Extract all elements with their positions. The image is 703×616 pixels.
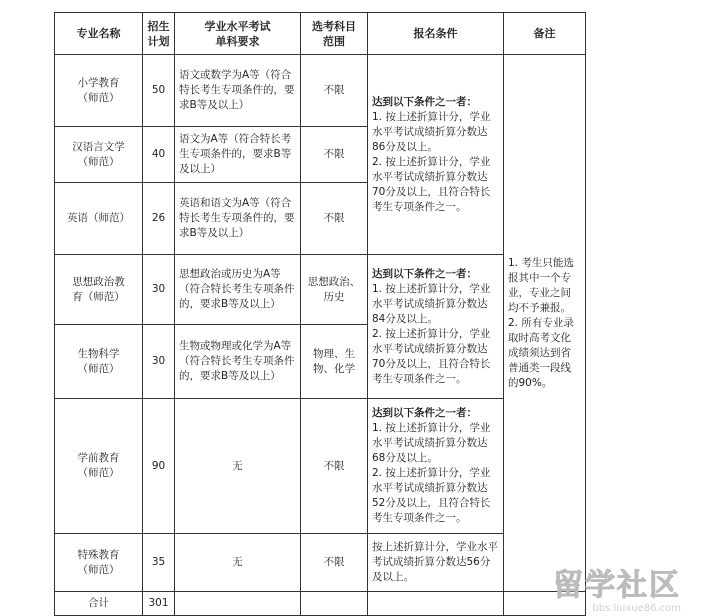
subject-scope: 思想政治、 历史 — [301, 255, 368, 325]
subject-scope: 不限 — [301, 399, 368, 534]
major-name: 汉语言文学 （师范） — [55, 127, 143, 183]
major-name: 特殊教育 （师范） — [55, 534, 143, 592]
major-name: 生物科学 （师范） — [55, 325, 143, 399]
condition-item: 2. 按上述折算计分，学业水平考试成绩折算分数达70分及以上，且符合特长考生专项条件之一。 — [372, 327, 491, 385]
condition-title: 达到以下条件之一者： — [372, 407, 477, 419]
admission-table — [54, 12, 586, 616]
plan-count: 90 — [143, 399, 175, 534]
header-notes: 备注 — [504, 13, 586, 55]
condition-title: 达到以下条件之一者： — [372, 267, 477, 280]
subject-requirement: 语文或数学为A等（符合特长考生专项条件的，要求B等及以上） — [175, 55, 301, 127]
plan-count: 50 — [143, 55, 175, 127]
subject-scope: 不限 — [301, 183, 368, 255]
plan-count: 35 — [143, 534, 175, 592]
subject-requirement: 英语和语文为A等（符合特长考生专项条件的，要求B等及以上） — [175, 183, 301, 255]
subject-requirement: 思想政治或历史为A等（符合特长考生专项条件的，要求B等及以上） — [175, 255, 301, 325]
header-scope: 选考科目 范围 — [301, 13, 368, 55]
subject-requirement: 无 — [175, 534, 301, 592]
major-name: 学前教育 （师范） — [55, 399, 143, 534]
watermark-text: 留学社区 — [553, 568, 681, 603]
header-requirement: 学业水平考试 单科要求 — [175, 13, 301, 55]
condition-item: 1. 按上述折算计分，学业水平考试成绩折算分数达84分及以上。 — [372, 282, 491, 325]
watermark-url: bbs.liuxue86.com — [592, 603, 681, 614]
plan-count: 30 — [143, 325, 175, 399]
total-row — [55, 592, 586, 616]
header-plan: 招生 计划 — [143, 13, 175, 55]
watermark — [529, 560, 699, 614]
plan-count: 26 — [143, 183, 175, 255]
condition-cell — [368, 255, 504, 399]
empty-cell — [175, 592, 301, 616]
condition-item: 1. 按上述折算计分，学业水平考试成绩折算分数达68分及以上。 — [372, 422, 491, 464]
subject-scope: 不限 — [301, 127, 368, 183]
subject-requirement: 语文为A等（符合特长考生专项条件的，要求B等及以上） — [175, 127, 301, 183]
subject-scope: 不限 — [301, 534, 368, 592]
empty-cell — [368, 592, 504, 616]
plan-count: 30 — [143, 255, 175, 325]
major-name: 英语（师范） — [55, 183, 143, 255]
condition-cell — [368, 55, 504, 255]
major-name: 思想政治教 育（师范） — [55, 255, 143, 325]
table-row — [55, 55, 586, 127]
plan-count: 40 — [143, 127, 175, 183]
note-item: 2. 所有专业录取时高考文化成绩须达到省普通类一段线的90%。 — [508, 316, 574, 389]
notes-cell — [504, 55, 586, 592]
subject-scope: 物理、生 物、化学 — [301, 325, 368, 399]
header-row — [55, 13, 586, 55]
major-name: 小学教育 （师范） — [55, 55, 143, 127]
header-major: 专业名称 — [55, 13, 143, 55]
condition-title: 达到以下条件之一者： — [372, 95, 477, 108]
condition-item: 2. 按上述折算计分，学业水平考试成绩折算分数达52分及以上，且符合特长考生专项条件之一。 — [372, 467, 491, 524]
note-item: 1. 考生只能选报其中一个专业，专业之间均不予兼报。 — [508, 256, 574, 314]
condition-item: 按上述折算计分，学业水平考试成绩折算分数达56分及以上。 — [372, 541, 498, 583]
subject-scope: 不限 — [301, 55, 368, 127]
condition-item: 2. 按上述折算计分，学业水平考试成绩折算分数达70分及以上，且符合特长考生专项条件之一。 — [372, 155, 491, 213]
condition-cell — [368, 534, 504, 592]
subject-requirement: 生物或物理或化学为A等（符合特长考生专项条件的，要求B等及以上） — [175, 325, 301, 399]
empty-cell — [301, 592, 368, 616]
total-value: 301 — [143, 592, 175, 616]
subject-requirement: 无 — [175, 399, 301, 534]
total-label: 合计 — [55, 592, 143, 616]
condition-item: 1. 按上述折算计分，学业水平考试成绩折算分数达86分及以上。 — [372, 110, 491, 153]
condition-cell — [368, 399, 504, 534]
header-condition: 报名条件 — [368, 13, 504, 55]
